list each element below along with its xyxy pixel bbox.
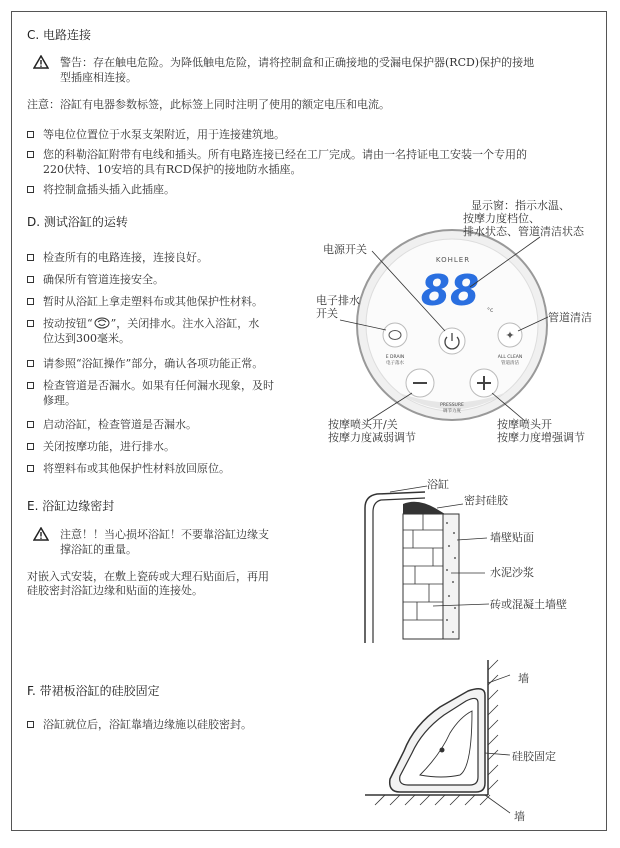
note-text: 注意：浴缸有电器参数标签，此标签上同时注明了使用的额定电压和电流。 (27, 98, 390, 111)
callout-minus-line-1: 按摩喷头开/关 (328, 418, 398, 431)
label-bathtub: 浴缸 (427, 478, 449, 491)
section-d-title: D. 测试浴缸的运转 (27, 215, 128, 229)
callout-minus-line-2: 按摩力度减弱调节 (328, 431, 416, 444)
drain-label: E DRAIN (385, 355, 405, 360)
list-item (27, 417, 197, 432)
list-item (27, 127, 285, 142)
label-wall-tile: 墙壁贴面 (490, 531, 534, 544)
callout-display-line-2: 按摩力度档位、 (463, 212, 540, 225)
bullet-marker (27, 421, 34, 428)
warning-line-2: 型插座相连接。 (60, 71, 137, 84)
list-item (27, 717, 252, 732)
list-item-text: ”，关闭排水。注水入浴缸，水 (110, 317, 260, 330)
body-line-2: 硅胶密封浴缸边缘和贴面的连接处。 (27, 584, 203, 597)
bullet-marker (27, 360, 34, 367)
list-item-text: 请参照“浴缸操作”部分，确认各项功能正常。 (43, 357, 264, 370)
list-item (27, 439, 175, 454)
warning-line-1: 警告：存在触电危险。为降低触电危险，请将控制盒和正确接地的受漏电保护器(RCD)保护的接地 (60, 56, 535, 69)
list-item (27, 461, 230, 476)
bullet-marker (27, 721, 34, 728)
bullet-marker (27, 382, 34, 389)
corner-tub-figure (360, 655, 520, 825)
bullet-marker (27, 465, 34, 472)
list-item-text: 等电位位置位于水泵支架附近，用于连接建筑地。 (43, 128, 285, 141)
list-item (27, 378, 274, 408)
warning-icon (33, 55, 49, 69)
list-item (27, 250, 208, 265)
list-item (27, 356, 263, 371)
clean-label-cn: 管道清洁 (501, 361, 519, 366)
drain-label-cn: 电子落水 (386, 361, 404, 366)
list-item-text: 修理。 (43, 394, 76, 407)
section-c-title: C. 电路连接 (27, 28, 92, 42)
list-item-text: 确保所有管道连接安全。 (43, 273, 164, 286)
temperature-unit: °c (487, 307, 494, 314)
bullet-marker (27, 254, 34, 261)
list-item-text: 检查管道是否漏水。如果有任何漏水现象，及时 (43, 379, 274, 392)
list-item (27, 272, 164, 287)
list-item-text: 关闭按摩功能，进行排水。 (43, 440, 175, 453)
drain-button[interactable] (383, 323, 407, 347)
bullet-marker (27, 320, 34, 327)
bullet-marker (27, 276, 34, 283)
callout-plus-line-1: 按摩喷头开 (497, 418, 552, 431)
list-item (27, 147, 527, 177)
callout-power: 电源开关 (323, 243, 367, 256)
list-item-text: 浴缸就位后，浴缸靠墙边缘施以硅胶密封。 (43, 718, 252, 731)
tub-drain (440, 748, 445, 753)
clean-icon: ✦ (505, 329, 515, 342)
clean-label: ALL CLEAN (497, 355, 523, 360)
drain-icon (94, 317, 110, 329)
warning-icon (33, 527, 49, 541)
callout-drain-line-1: 电子排水 (316, 294, 360, 307)
list-item-text: 您的科勒浴缸附带有电线和插头。所有电路连接已经在工厂完成。请由一名持证电工安装一个专用的 (43, 148, 527, 161)
list-item-text: 将塑料布或其他保护性材料放回原位。 (43, 462, 230, 475)
callout-display-line-1: 显示窗：指示水温、 (471, 199, 570, 212)
label-wall-top: 墙 (518, 672, 529, 685)
bullet-marker (27, 186, 34, 193)
label-sealant: 密封硅胶 (464, 494, 508, 507)
label-mortar: 水泥沙浆 (490, 566, 534, 579)
callout-plus-line-2: 按摩力度增强调节 (497, 431, 585, 444)
mortar-layer (443, 514, 459, 639)
list-item-text: 位达到300毫米。 (43, 332, 130, 345)
pressure-label: PRESSURE (440, 403, 464, 408)
callout-drain-line-2: 开关 (316, 307, 338, 320)
bullet-marker (27, 298, 34, 305)
bullet-marker (27, 151, 34, 158)
list-item-text: 启动浴缸，检查管道是否漏水。 (43, 418, 197, 431)
callout-display-line-3: 排水状态、管道清洁状态 (463, 225, 584, 238)
list-item (27, 316, 259, 346)
list-item-text: 220伏特、10安培的具有RCD保护的接地防水插座。 (43, 163, 302, 176)
list-item (27, 182, 175, 197)
label-silicone: 硅胶固定 (512, 750, 556, 763)
bullet-marker (27, 131, 34, 138)
warning-line-2: 撑浴缸的重量。 (60, 543, 137, 556)
brand-logo: KOHLER (435, 256, 471, 264)
section-e-title: E. 浴缸边缘密封 (27, 499, 115, 513)
list-item-text: 将控制盒插头插入此插座。 (43, 183, 175, 196)
label-wall-bottom: 墙 (514, 810, 525, 823)
label-brick-wall: 砖或混凝土墙壁 (490, 598, 567, 611)
callout-clean: 管道清洁 (548, 311, 592, 324)
bullet-marker (27, 443, 34, 450)
list-item-text: 暂时从浴缸上拿走塑料布或其他保护性材料。 (43, 295, 263, 308)
list-item-text: 按动按钮“ (43, 317, 93, 330)
list-item (27, 294, 263, 309)
warning-line-1: 注意！！当心损坏浴缸！不要靠浴缸边缘支 (60, 528, 269, 541)
temperature-display: 88 (420, 266, 480, 315)
list-item-text: 检查所有的电路连接，连接良好。 (43, 251, 208, 264)
pressure-label-cn: 调节力度 (443, 409, 461, 414)
section-f-title: F. 带裙板浴缸的硅胶固定 (27, 684, 160, 698)
body-line-1: 对嵌入式安装，在敷上瓷砖或大理石贴面后，再用 (27, 570, 269, 583)
